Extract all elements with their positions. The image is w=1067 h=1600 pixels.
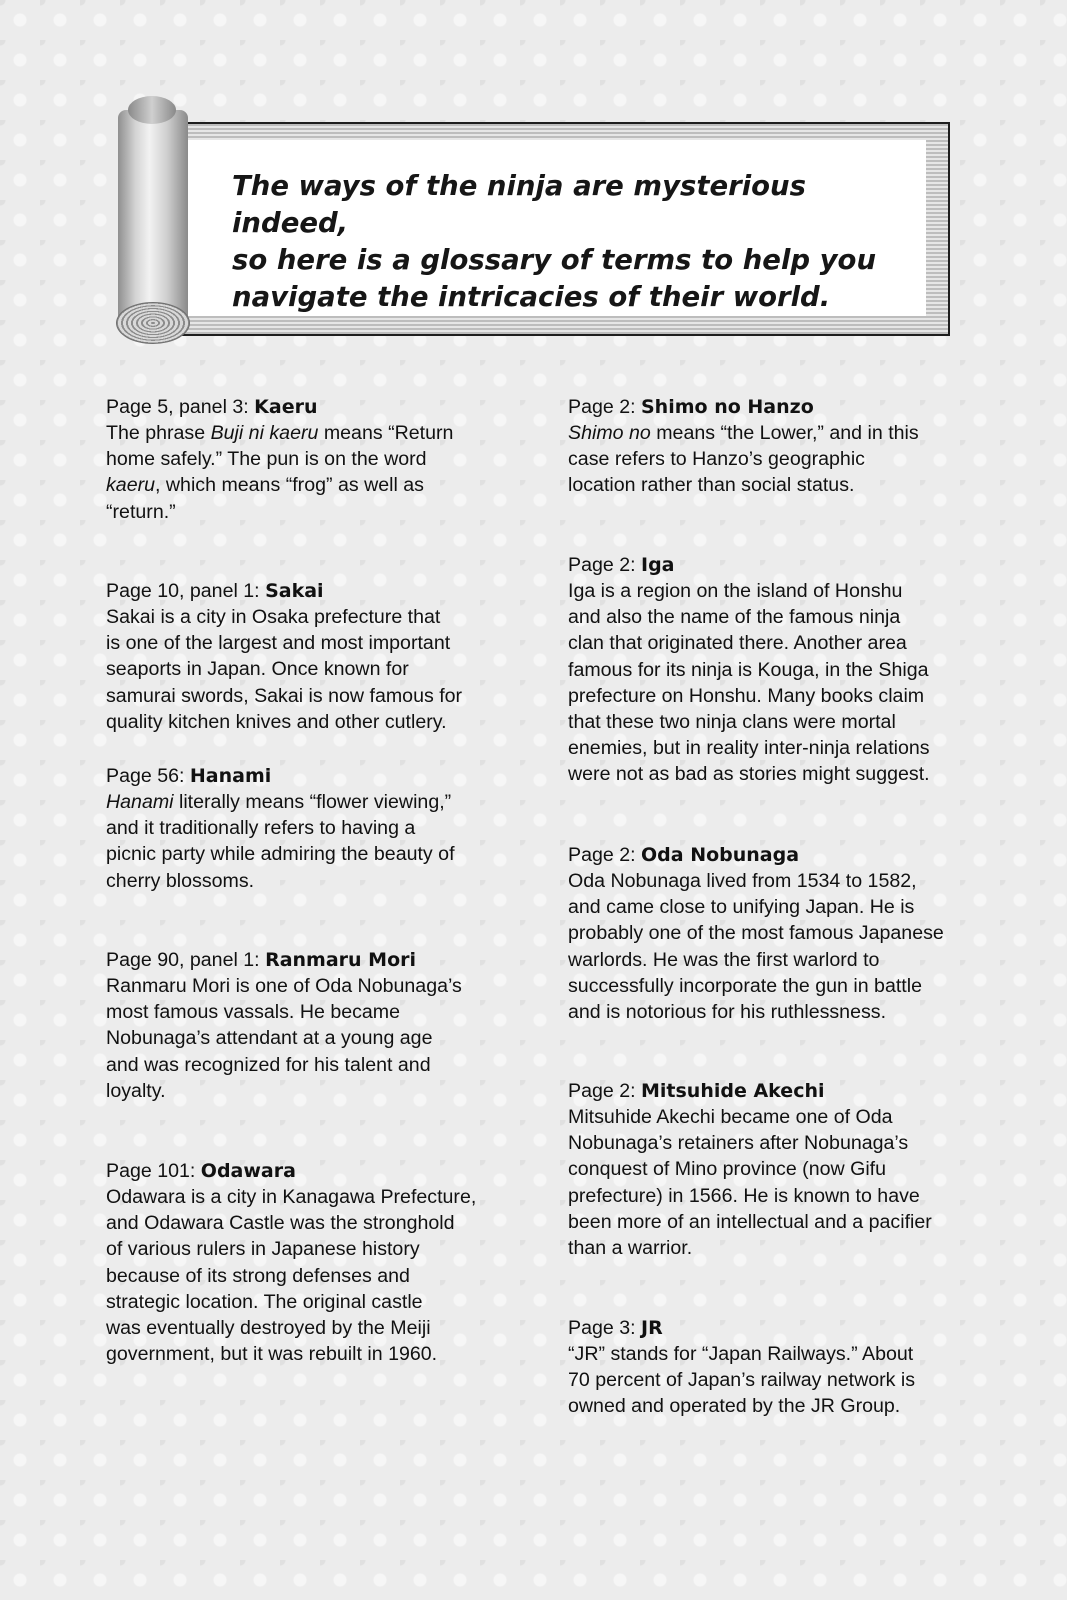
entry-text: conquest of Mino province (now Gifu bbox=[568, 1158, 887, 1181]
entry-term: Odawara bbox=[200, 1160, 296, 1182]
entry-page-ref: Page 2: bbox=[568, 396, 641, 418]
entry-text: because of its strong defenses and bbox=[106, 1264, 410, 1287]
entry-body bbox=[568, 578, 968, 788]
intro-line: navigate the intricacies of their world. bbox=[232, 281, 831, 313]
entry-text: that these two ninja clans were mortal bbox=[568, 711, 896, 734]
entry-page-ref: Page 2: bbox=[568, 1080, 641, 1102]
glossary-entry-mitsuhide-akechi bbox=[568, 1078, 968, 1261]
entry-page-ref: Page 3: bbox=[568, 1317, 641, 1339]
entry-text-italic: Hanami bbox=[106, 791, 174, 813]
entry-text: of various rulers in Japanese history bbox=[106, 1238, 420, 1261]
entry-term: Oda Nobunaga bbox=[641, 844, 800, 866]
glossary-entry-odawara bbox=[106, 1158, 506, 1367]
entry-text: government, but it was rebuilt in 1960. bbox=[106, 1343, 438, 1366]
entry-text: were not as bad as stories might suggest. bbox=[568, 763, 930, 786]
entry-text: strategic location. The original castle bbox=[106, 1290, 423, 1313]
entry-term: JR bbox=[641, 1317, 663, 1339]
entry-term: Ranmaru Mori bbox=[265, 949, 417, 971]
entry-page-ref: Page 90, panel 1: bbox=[106, 949, 266, 971]
entry-text: than a warrior. bbox=[568, 1237, 693, 1260]
entry-term: Shimo no Hanzo bbox=[641, 396, 814, 418]
entry-text: and came close to unifying Japan. He is bbox=[568, 896, 915, 919]
entry-term: Sakai bbox=[265, 580, 324, 602]
entry-heading bbox=[106, 763, 506, 789]
entry-text: samurai swords, Sakai is now famous for bbox=[106, 684, 463, 707]
entry-text-italic: Shimo no bbox=[568, 422, 651, 444]
entry-term: Iga bbox=[641, 554, 675, 576]
entry-heading bbox=[568, 842, 968, 868]
entry-text: and it traditionally refers to having a bbox=[106, 817, 416, 840]
entry-body bbox=[106, 789, 506, 894]
entry-text: “return.” bbox=[106, 500, 176, 523]
entry-body bbox=[568, 868, 968, 1025]
entry-body bbox=[106, 1184, 506, 1367]
entry-heading bbox=[106, 947, 506, 973]
entry-text: picnic party while admiring the beauty of bbox=[106, 843, 455, 866]
entry-term: Hanami bbox=[189, 765, 272, 787]
entry-heading bbox=[568, 552, 968, 578]
entry-term: Kaeru bbox=[254, 396, 318, 418]
entry-text: location rather than social status. bbox=[568, 474, 855, 497]
entry-text: Ranmaru Mori is one of Oda Nobunaga’s bbox=[106, 975, 462, 997]
scroll-roller-end bbox=[116, 302, 190, 344]
entry-page-ref: Page 2: bbox=[568, 844, 641, 866]
entry-text-italic: kaeru bbox=[106, 474, 156, 497]
entry-text: means “the Lower,” and in this bbox=[650, 422, 919, 444]
entry-heading bbox=[568, 394, 968, 420]
entry-text: literally means “flower viewing,” bbox=[173, 791, 452, 813]
glossary-entry-kaeru bbox=[106, 394, 506, 525]
entry-text: and was recognized for his talent and bbox=[106, 1053, 431, 1076]
entry-text: prefecture) in 1566. He is known to have bbox=[568, 1184, 920, 1207]
entry-text: Nobunaga’s attendant at a young age bbox=[106, 1027, 433, 1050]
entry-text: is one of the largest and most important bbox=[106, 632, 451, 655]
entry-text: means “Return bbox=[318, 422, 454, 444]
entry-text-italic: Buji ni kaeru bbox=[210, 422, 319, 444]
entry-heading bbox=[106, 578, 506, 604]
entry-heading bbox=[568, 1078, 968, 1104]
entry-page-ref: Page 56: bbox=[106, 765, 190, 787]
entry-text: famous for its ninja is Kouga, in the Shiga bbox=[568, 658, 929, 681]
entry-text: Nobunaga’s retainers after Nobunaga’s bbox=[568, 1132, 909, 1155]
intro-text bbox=[232, 168, 912, 316]
entry-text: prefecture on Honshu. Many books claim bbox=[568, 684, 925, 707]
entry-text: Odawara is a city in Kanagawa Prefecture, bbox=[106, 1186, 477, 1208]
glossary-entry-oda-nobunaga bbox=[568, 842, 968, 1025]
entry-body bbox=[568, 1341, 968, 1420]
entry-text: home safely.” The pun is on the word bbox=[106, 448, 427, 471]
entry-body bbox=[106, 420, 506, 525]
entry-page-ref: Page 5, panel 3: bbox=[106, 396, 255, 418]
entry-text: warlords. He was the first warlord to bbox=[568, 948, 880, 971]
entry-text: 70 percent of Japan’s railway network is bbox=[568, 1369, 916, 1392]
entry-text: Iga is a region on the island of Honshu bbox=[568, 580, 903, 602]
entry-body bbox=[568, 1104, 968, 1261]
entry-text: seaports in Japan. Once known for bbox=[106, 658, 409, 681]
entry-text: and also the name of the famous ninja bbox=[568, 606, 901, 629]
entry-page-ref: Page 10, panel 1: bbox=[106, 580, 266, 602]
entry-text: quality kitchen knives and other cutlery. bbox=[106, 710, 447, 733]
intro-line: so here is a glossary of terms to help you bbox=[232, 244, 877, 276]
entry-text: case refers to Hanzo’s geographic bbox=[568, 448, 865, 471]
glossary-entry-hanami bbox=[106, 763, 506, 894]
entry-text: been more of an intellectual and a pacifier bbox=[568, 1210, 932, 1233]
entry-text: “JR” stands for “Japan Railways.” About bbox=[568, 1343, 914, 1365]
glossary-entry-sakai bbox=[106, 578, 506, 735]
entry-text: clan that originated there. Another area bbox=[568, 632, 907, 655]
glossary-entry-ranmaru-mori bbox=[106, 947, 506, 1104]
entry-text: was eventually destroyed by the Meiji bbox=[106, 1317, 431, 1340]
entry-text: Sakai is a city in Osaka prefecture that bbox=[106, 606, 441, 628]
glossary-entry-jr bbox=[568, 1315, 968, 1420]
entry-text: and Odawara Castle was the stronghold bbox=[106, 1212, 455, 1235]
entry-text: Mitsuhide Akechi became one of Oda bbox=[568, 1106, 893, 1128]
entry-text: owned and operated by the JR Group. bbox=[568, 1395, 901, 1418]
entry-body bbox=[106, 604, 506, 735]
entry-text: enemies, but in reality inter-ninja relations bbox=[568, 737, 930, 760]
glossary-entry-iga bbox=[568, 552, 968, 788]
entry-heading bbox=[106, 394, 506, 420]
entry-text: cherry blossoms. bbox=[106, 869, 255, 892]
entry-text: Oda Nobunaga lived from 1534 to 1582, bbox=[568, 870, 917, 892]
entry-text: probably one of the most famous Japanese bbox=[568, 922, 944, 945]
entry-page-ref: Page 2: bbox=[568, 554, 641, 576]
entry-term: Mitsuhide Akechi bbox=[641, 1080, 825, 1102]
entry-heading bbox=[568, 1315, 968, 1341]
scroll-banner bbox=[0, 0, 1067, 360]
entry-text: most famous vassals. He became bbox=[106, 1001, 401, 1024]
intro-line: The ways of the ninja are mysterious indeed, bbox=[232, 170, 806, 239]
entry-text: successfully incorporate the gun in battle bbox=[568, 974, 922, 997]
entry-text: loyalty. bbox=[106, 1079, 166, 1102]
entry-body bbox=[106, 973, 506, 1104]
scroll-roller-top bbox=[128, 96, 176, 124]
entry-text: The phrase bbox=[106, 422, 211, 444]
entry-body bbox=[568, 420, 968, 499]
glossary-entry-shimo-no-hanzo bbox=[568, 394, 968, 499]
entry-page-ref: Page 101: bbox=[106, 1160, 201, 1182]
entry-text: , which means “frog” as well as bbox=[155, 474, 424, 497]
entry-heading bbox=[106, 1158, 506, 1184]
entry-text: and is notorious for his ruthlessness. bbox=[568, 1001, 887, 1024]
